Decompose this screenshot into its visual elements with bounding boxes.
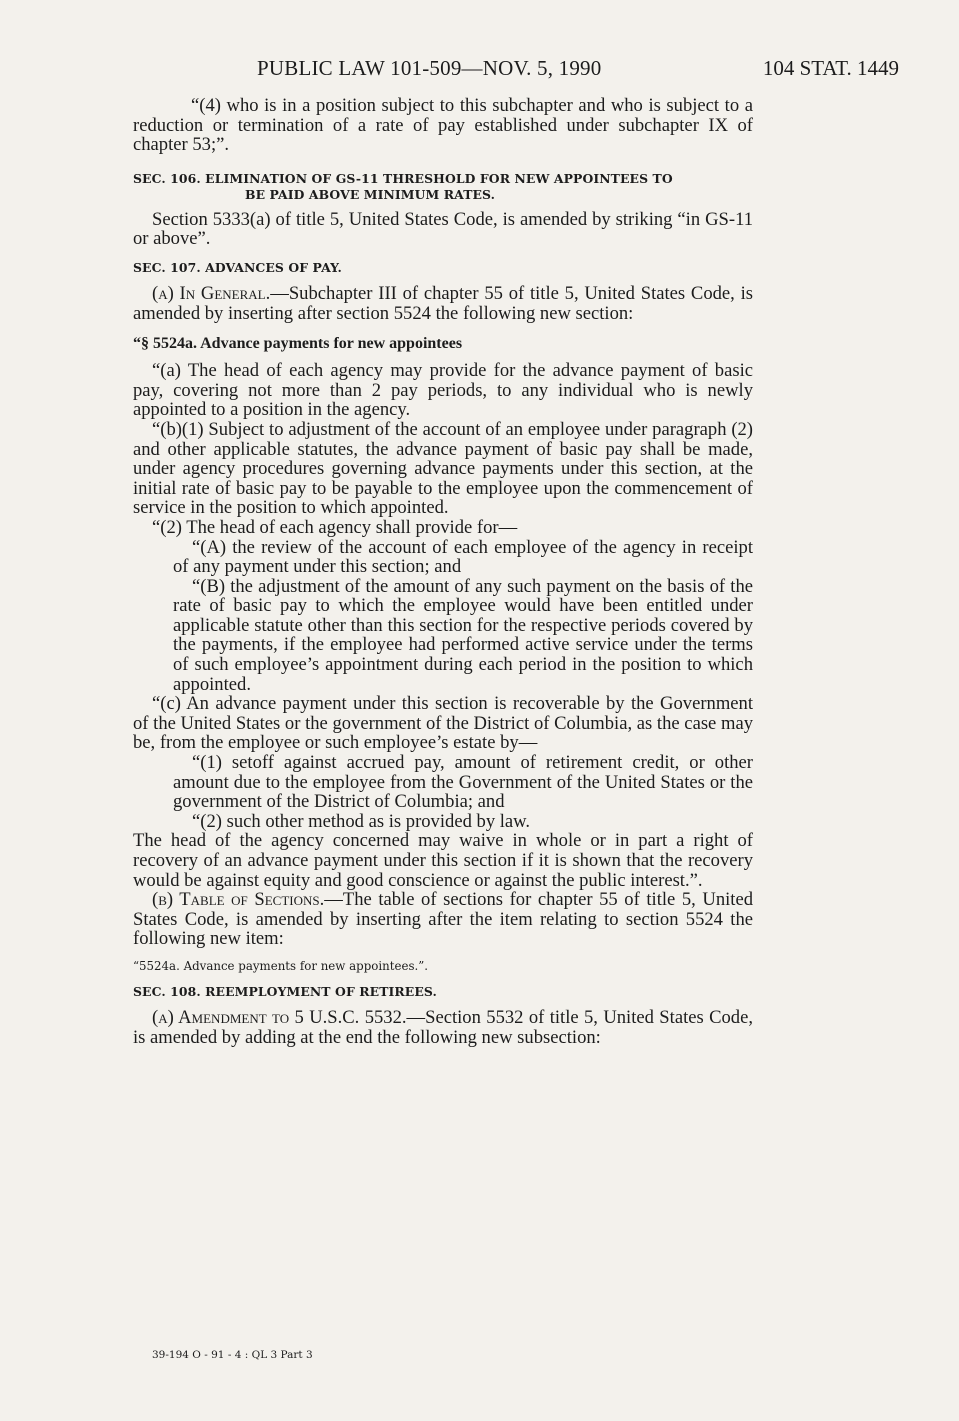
print-code-footer: 39-194 O - 91 - 4 : QL 3 Part 3	[152, 1349, 313, 1361]
section-108-a-text: 5 U.S.C. 5532.—Section 5532 of title 5, United States Code, is amended by adding at the end the following new subsection:	[133, 1006, 753, 1048]
section-5524a-a: “(a) The head of each agency may provide for the advance payment of basic pay, covering not more than 2 pay periods, to any individual who is newly appointed to a position in the agency.	[133, 360, 753, 421]
section-5524a-c: “(c) An advance payment under this section is recoverable by the Government of the United States or the government of the District of Columbia, as the case may be, from the employee or such employee’s estate by—	[133, 693, 753, 754]
subsection-b-text: —The table of sections for chapter 55 of title 5, United States Code, is amended by inserting after the item relating to section 5524 the following new item:	[133, 889, 753, 950]
table-of-sections-item: “5524a. Advance payments for new appointees.”.	[133, 958, 429, 973]
section-5524a-b1: “(b)(1) Subject to adjustment of the account of an employee under paragraph (2) and other applicable statutes, the advance payment of basic pay shall be made, under agency procedures governing advance payments under this section, at the initial rate of basic pay to be payable to the employee upon the commencement of service in the position to which appointed.	[133, 418, 753, 519]
section-106-heading	[133, 171, 753, 187]
section-108-a-label: (a) Amendment to	[152, 1006, 290, 1028]
statute-page-number: 104 STAT. 1449	[762, 56, 899, 80]
running-title: PUBLIC LAW 101-509—NOV. 5, 1990	[257, 56, 602, 80]
section-5524a-c1: “(1) setoff against accrued pay, amount of retirement credit, or other amount due to the employee from the Government of the United States or the government of the District of Columbia; and	[173, 752, 753, 813]
section-106-heading-line1: SEC. 106. ELIMINATION OF GS-11 THRESHOLD FOR NEW APPOINTEES TO	[133, 170, 673, 186]
subsection-a-in-general	[133, 284, 753, 323]
section-5524a-b2: “(2) The head of each agency shall provide for—	[152, 516, 518, 538]
subsection-b-label: (b) Table of Sections.	[152, 889, 325, 911]
page-header	[133, 56, 899, 86]
section-106-text: Section 5333(a) of title 5, United States Code, is amended by striking “in GS-11 or above”.	[133, 208, 753, 250]
subsection-a-text: —Subchapter III of chapter 55 of title 5, United States Code, is amended by inserting after section 5524 the following new section:	[133, 282, 753, 324]
subsection-b-table-of-sections	[133, 890, 753, 949]
section-106-heading-line2: BE PAID ABOVE MINIMUM RATES.	[245, 186, 496, 202]
section-5524a-b2-A: “(A) the review of the account of each employee of the agency in receipt of any payment under this section; and	[173, 536, 753, 578]
section-5524a-heading: “§ 5524a. Advance payments for new appointees	[133, 335, 463, 353]
section-107-heading: SEC. 107. ADVANCES OF PAY.	[133, 259, 342, 275]
section-108-a	[133, 1008, 753, 1047]
section-5524a-c2: “(2) such other method as is provided by law.	[192, 810, 531, 832]
text-column	[133, 96, 753, 1047]
section-5524a-b2-B: “(B) the adjustment of the amount of any such payment on the basis of the rate of basic pay to which the employee would have been entitled under applicable statute other than this section for the respective periods covered by the payments, if the employee had performed active service under the terms of such employee’s appointment during each period in the position to which appointed.	[173, 575, 753, 695]
subsection-a-label: (a) In General.	[152, 282, 271, 304]
section-108-heading: SEC. 108. REEMPLOYMENT OF RETIREES.	[133, 983, 437, 999]
paragraph-4: “(4) who is in a position subject to this subchapter and who is subject to a reduction or termination of a rate of pay established under subchapter IX of chapter 53;”.	[133, 95, 753, 156]
waiver-paragraph: The head of the agency concerned may waive in whole or in part a right of recovery of an advance payment under this section if it is shown that the recovery would be against equity and good conscience or against the public interest.”.	[133, 830, 753, 891]
